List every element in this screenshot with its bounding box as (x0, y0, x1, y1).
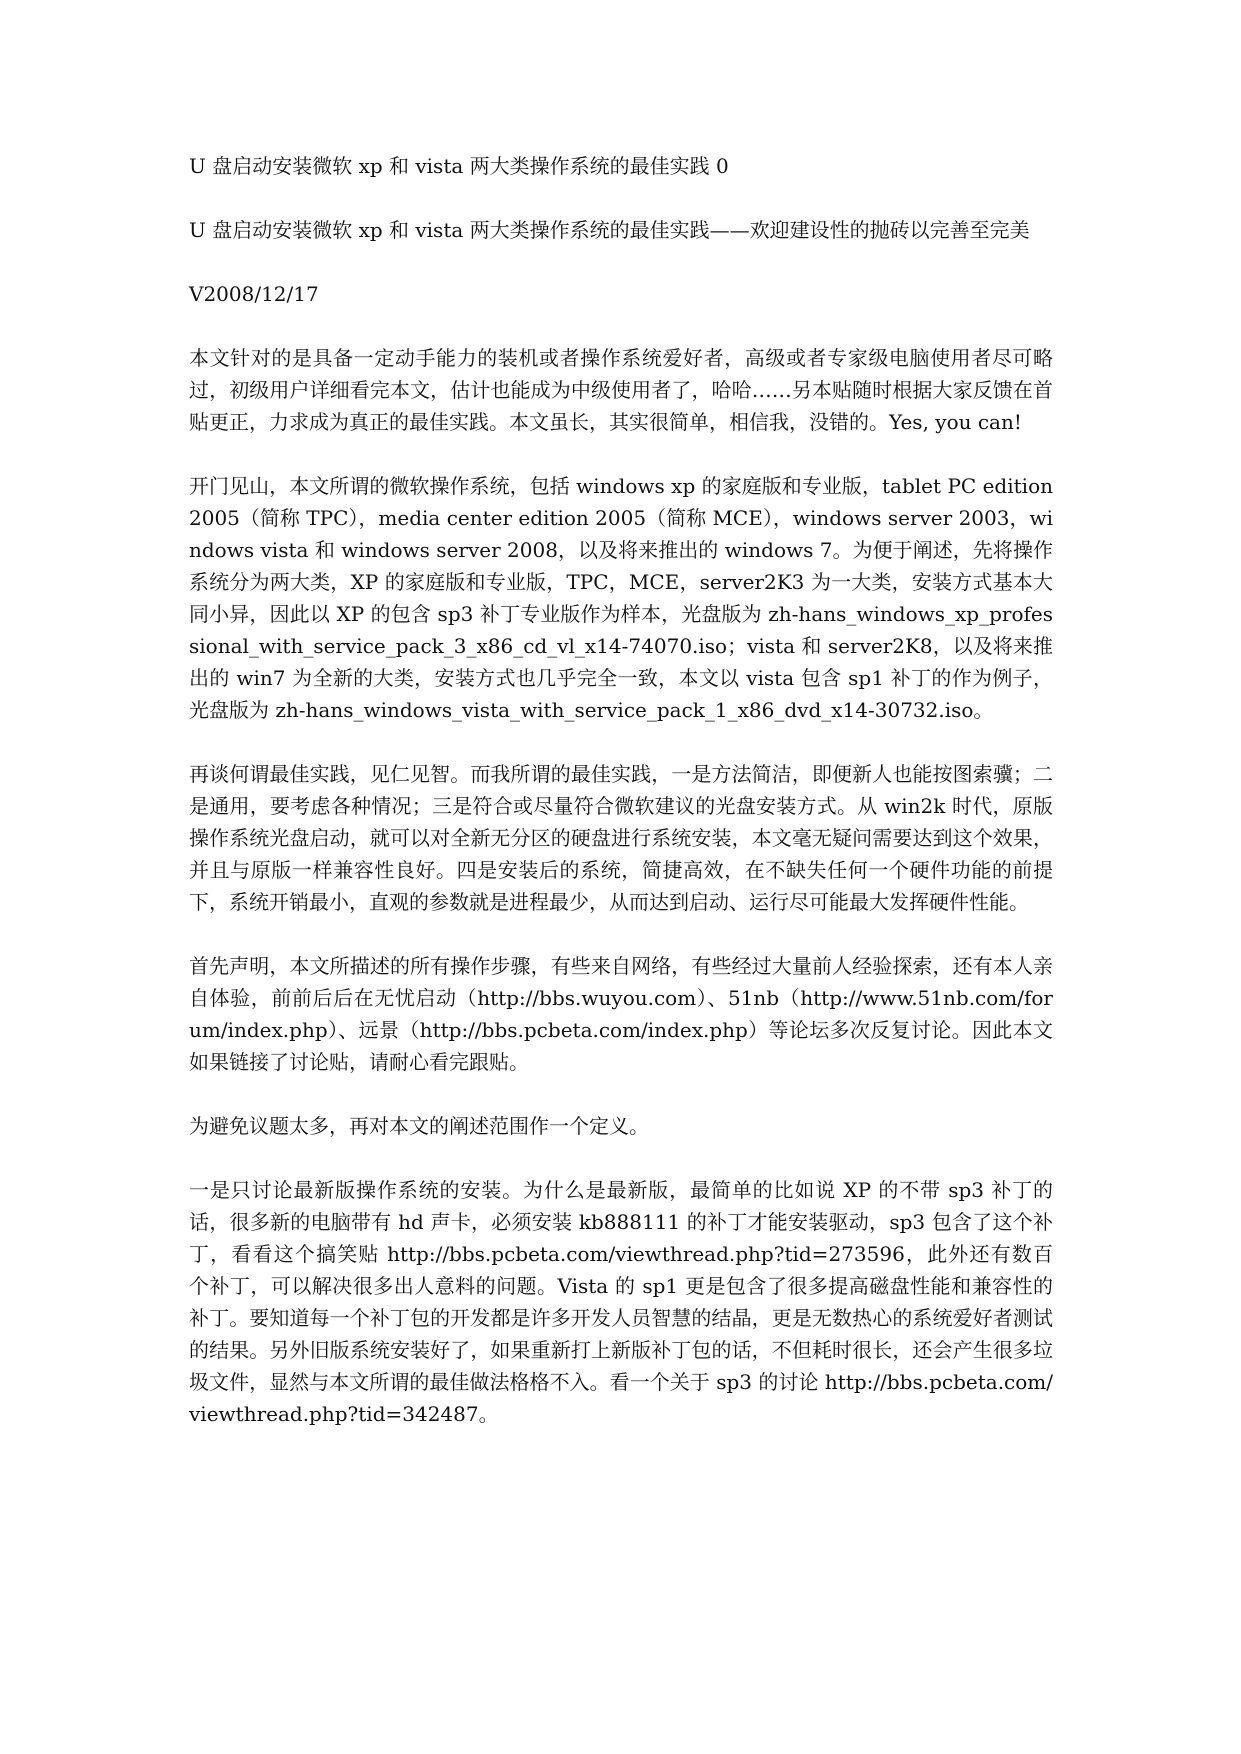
paragraph-scope: 开门见山，本文所谓的微软操作系统，包括 windows xp 的家庭版和专业版，tablet PC edition 2005（简称 TPC），media center edition 2005（简称 MCE），windows server 2003，windows vista 和 windows server 2008，以及将来推出的 windows 7。为便于阐述，先将操作系统分为两大类，XP 的家庭版和专业版，TPC，MCE，server2K3 为一大类，安装方式基本大同小异，因此以 XP 的包含 sp3 补丁专业版作为样本，光盘版为 zh-hans_windows_xp_professional_with_service_pack_3_x86_cd_vl_x14-74070.iso；vista 和 server2K8，以及将来推出的 win7 为全新的大类，安装方式也几乎完全一致，本文以 vista 包含 sp1 补丁的作为例子，光盘版为 zh-hans_windows_vista_with_service_pack_1_x86_dvd_x14-30732.iso。 (189, 474, 1053, 722)
document-body (189, 150, 1053, 1462)
paragraph-intro: 本文针对的是具备一定动手能力的装机或者操作系统爱好者，高级或者专家级电脑使用者尽可略过，初级用户详细看完本文，估计也能成为中级使用者了，哈哈……另本贴随时根据大家反馈在首贴更正，力求成为真正的最佳实践。本文虽长，其实很简单，相信我，没错的。Yes, you can! (189, 346, 1053, 434)
document-title: U 盘启动安装微软 xp 和 vista 两大类操作系统的最佳实践 0 (189, 154, 729, 178)
document-version: V2008/12/17 (189, 282, 319, 306)
paragraph-best-practice: 再谈何谓最佳实践，见仁见智。而我所谓的最佳实践，一是方法简洁，即便新人也能按图索骥；二是通用，要考虑各种情况；三是符合或尽量符合微软建议的光盘安装方式。从 win2k 时代，原版操作系统光盘启动，就可以对全新无分区的硬盘进行系统安装，本文毫无疑问需要达到这个效果，并且与原版一样兼容性良好。四是安装后的系统，简捷高效，在不缺失任何一个硬件功能的前提下，系统开销最小，直观的参数就是进程最少，从而达到启动、运行尽可能最大发挥硬件性能。 (189, 762, 1053, 914)
document-subtitle: U 盘启动安装微软 xp 和 vista 两大类操作系统的最佳实践——欢迎建设性的抛砖以完善至完美 (189, 218, 1030, 242)
paragraph-declaration: 首先声明，本文所描述的所有操作步骤，有些来自网络，有些经过大量前人经验探索，还有本人亲自体验，前前后后在无忧启动（http://bbs.wuyou.com）、51nb（http://www.51nb.com/forum/index.php）、远景（http://bbs.pcbeta.com/index.php）等论坛多次反复讨论。因此本文如果链接了讨论贴，请耐心看完跟贴。 (189, 954, 1053, 1074)
paragraph-latest-version: 一是只讨论最新版操作系统的安装。为什么是最新版，最简单的比如说 XP 的不带 sp3 补丁的话，很多新的电脑带有 hd 声卡，必须安装 kb888111 的补丁才能安装驱动，sp3 包含了这个补丁，看看这个搞笑贴 http://bbs.pcbeta.com/viewthread.php?tid=273596，此外还有数百个补丁，可以解决很多出人意料的问题。Vista 的 sp1 更是包含了很多提高磁盘性能和兼容性的补丁。要知道每一个补丁包的开发都是许多开发人员智慧的结晶，更是无数热心的系统爱好者测试的结果。另外旧版系统安装好了，如果重新打上新版补丁包的话，不但耗时很长，还会产生很多垃圾文件，显然与本文所谓的最佳做法格格不入。看一个关于 sp3 的讨论 http://bbs.pcbeta.com/viewthread.php?tid=342487。 (189, 1178, 1053, 1426)
paragraph-definition: 为避免议题太多，再对本文的阐述范围作一个定义。 (189, 1114, 649, 1138)
